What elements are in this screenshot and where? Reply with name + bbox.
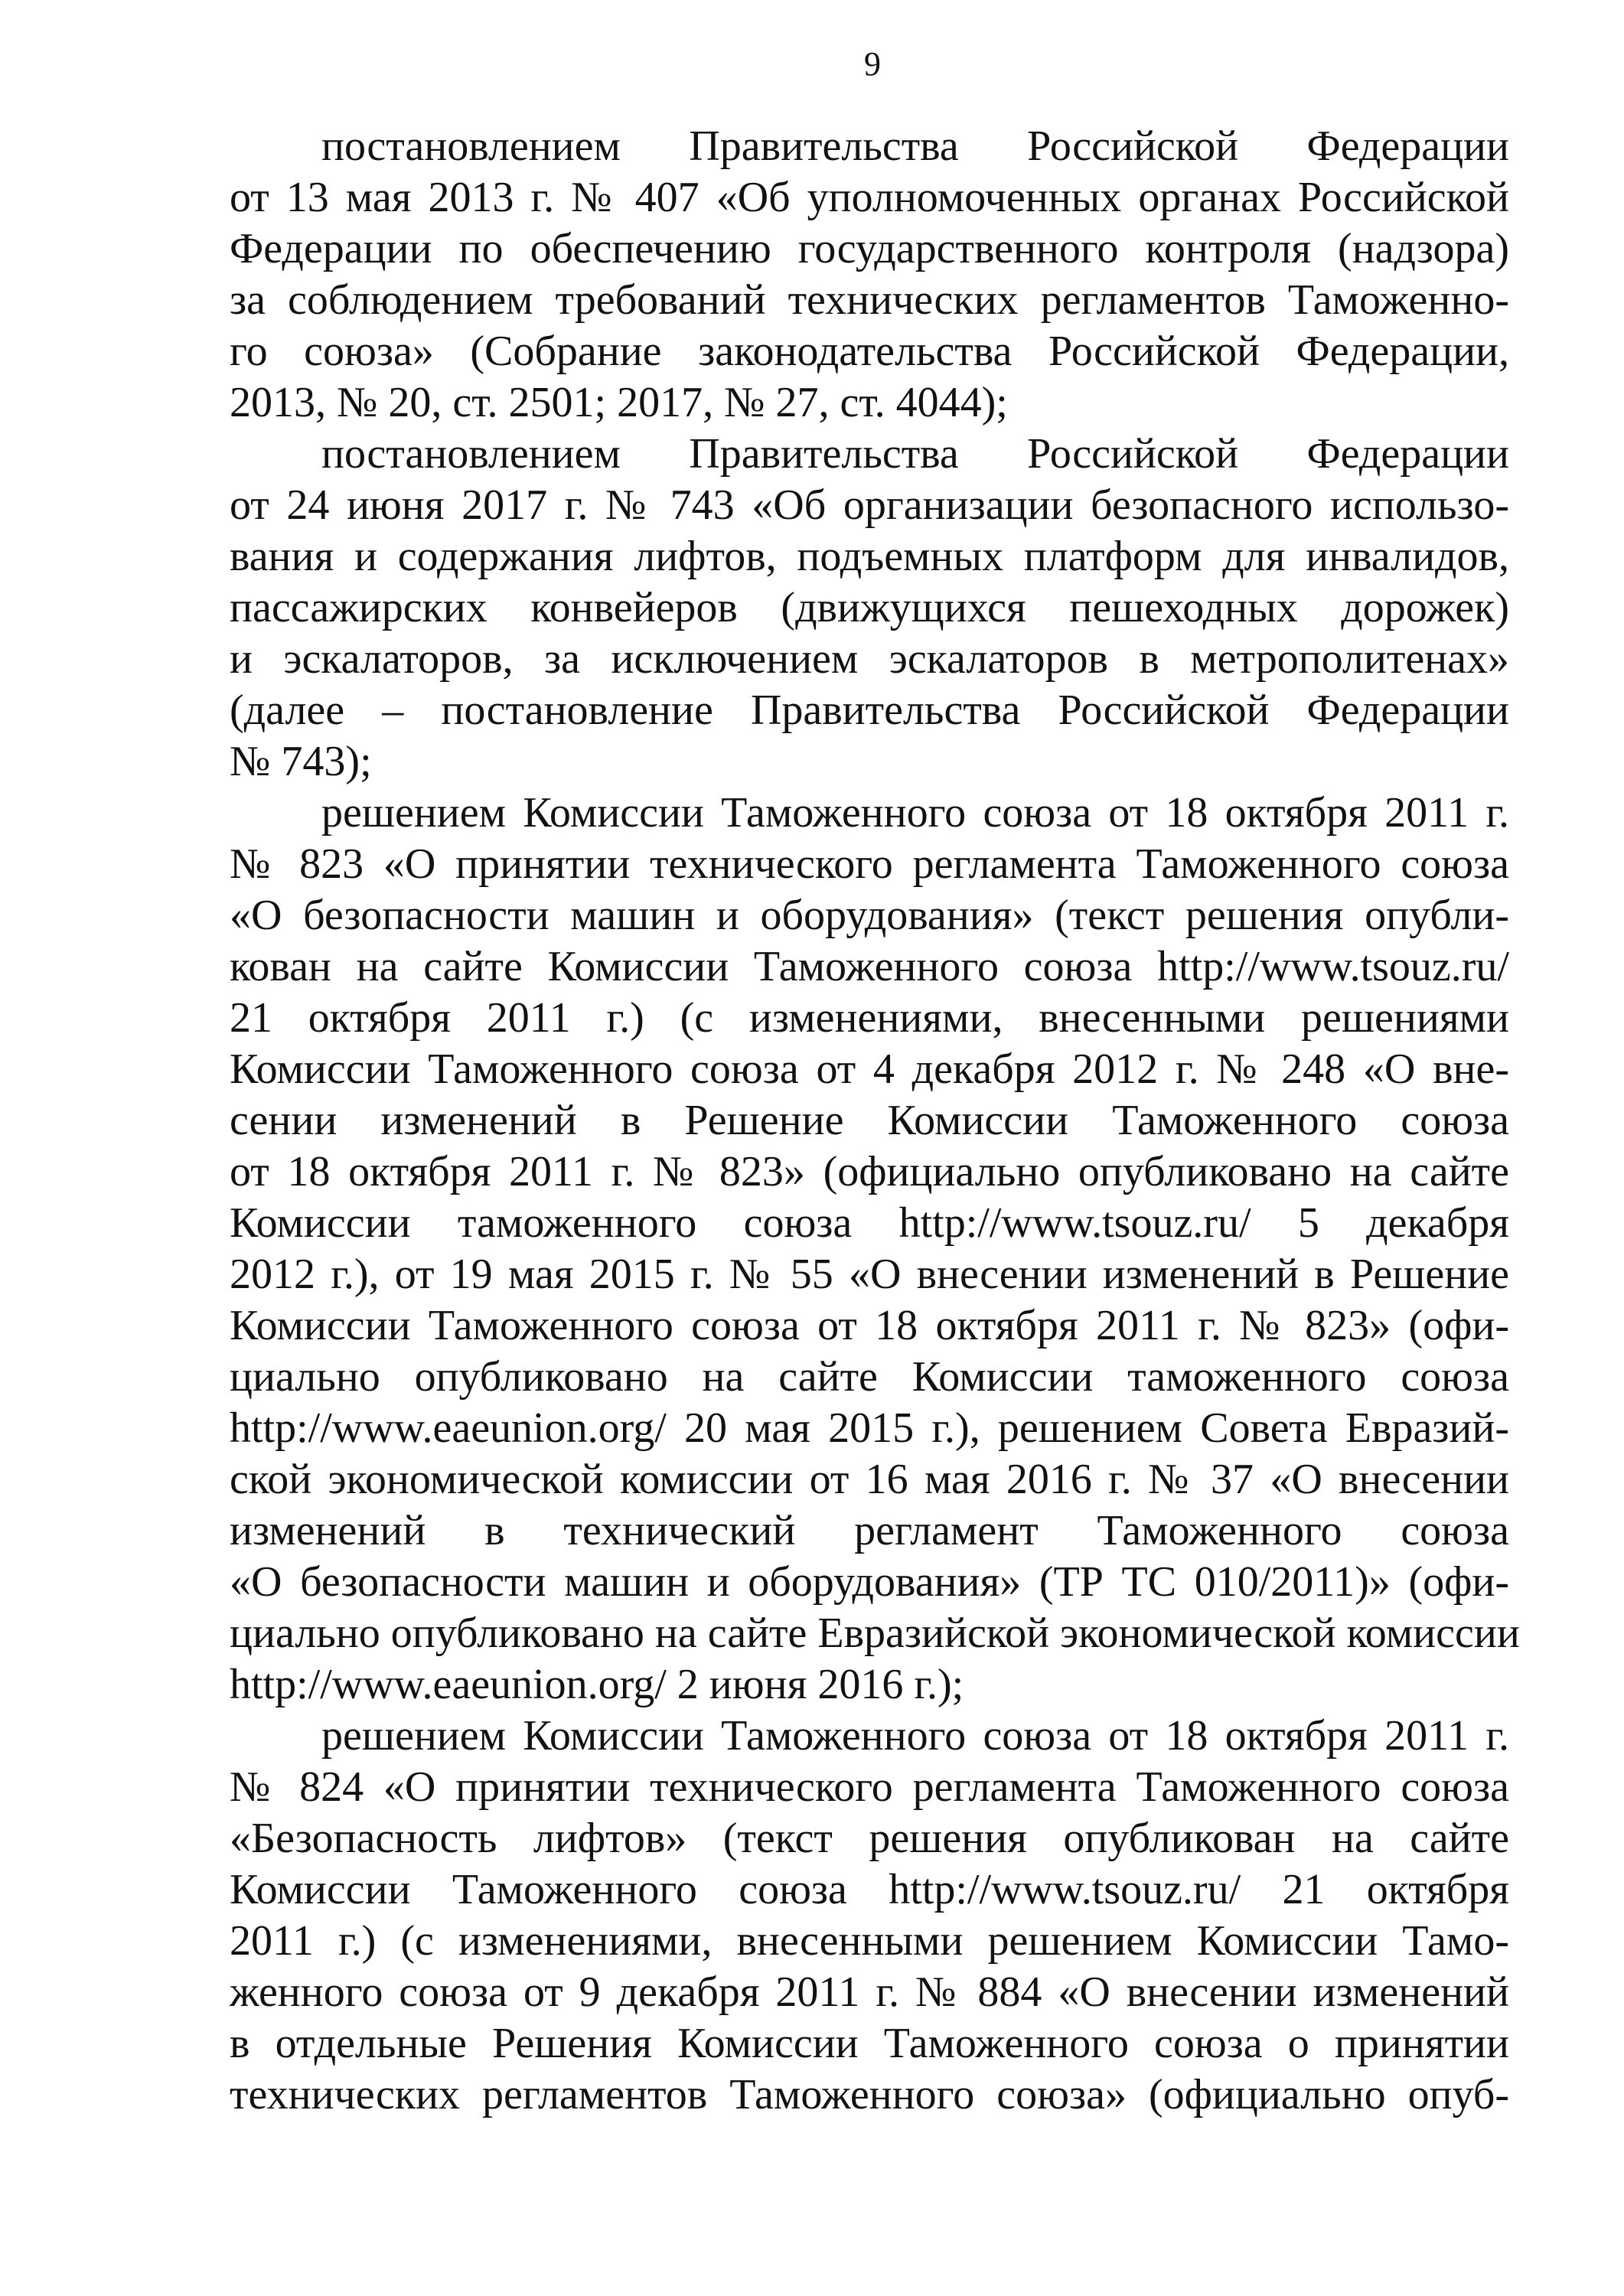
text-line: ской экономической комиссии от 16 мая 2016 г. № 37 «О внесении bbox=[230, 1456, 1509, 1503]
text-line: решением Комиссии Таможенного союза от 18 октября 2011 г. bbox=[321, 1712, 1509, 1760]
text-line: № 823 «О принятии технического регламента Таможенного союза bbox=[230, 840, 1509, 888]
text-line: http://www.eaeunion.org/ 2 июня 2016 г.); bbox=[230, 1661, 964, 1708]
paragraph-resolution-407 bbox=[230, 121, 1509, 429]
text-line: 21 октября 2011 г.) (с изменениями, внесенными решениями bbox=[230, 994, 1509, 1042]
text-line: постановлением Правительства Российской Федерации bbox=[321, 122, 1509, 170]
paragraph-resolution-743 bbox=[230, 429, 1509, 788]
text-line: «Безопасность лифтов» (текст решения опубликован на сайте bbox=[230, 1815, 1509, 1862]
text-line: № 743); bbox=[230, 738, 372, 785]
text-line: го союза» (Собрание законодательства Российской Федерации, bbox=[230, 328, 1509, 375]
text-line: http://www.eaeunion.org/ 20 мая 2015 г.), решением Совета Евразий- bbox=[230, 1404, 1509, 1452]
text-line: 2013, № 20, ст. 2501; 2017, № 27, ст. 4044); bbox=[230, 379, 1008, 426]
text-line: кован на сайте Комиссии Таможенного союза http://www.tsouz.ru/ bbox=[230, 943, 1509, 990]
text-line: «О безопасности машин и оборудования» (текст решения опубли- bbox=[230, 892, 1509, 939]
text-line: и эскалаторов, за исключением эскалаторов в метрополитенах» bbox=[230, 635, 1509, 683]
text-line: № 824 «О принятии технического регламента Таможенного союза bbox=[230, 1763, 1509, 1811]
text-line: постановлением Правительства Российской Федерации bbox=[321, 430, 1509, 478]
text-line: циально опубликовано на сайте Евразийской экономической комиссии bbox=[230, 1609, 1520, 1657]
text-line: изменений в технический регламент Таможенного союза bbox=[230, 1507, 1509, 1554]
text-line: от 18 октября 2011 г. № 823» (официально опубликовано на сайте bbox=[230, 1148, 1509, 1195]
text-line: от 13 мая 2013 г. № 407 «Об уполномоченных органах Российской bbox=[230, 174, 1509, 221]
text-line: сении изменений в Решение Комиссии Таможенного союза bbox=[230, 1097, 1509, 1144]
paragraph-decision-823 bbox=[230, 788, 1520, 1711]
text-line: 2012 г.), от 19 мая 2015 г. № 55 «О внесении изменений в Решение bbox=[230, 1251, 1509, 1298]
text-line: (далее – постановление Правительства Российской Федерации bbox=[230, 687, 1509, 734]
body-text bbox=[230, 121, 1520, 2121]
paragraph-decision-824 bbox=[230, 1711, 1509, 2121]
text-line: женного союза от 9 декабря 2011 г. № 884 «О внесении изменений bbox=[230, 1968, 1509, 2016]
text-line: от 24 июня 2017 г. № 743 «Об организации безопасного использо- bbox=[230, 481, 1509, 529]
text-line: Комиссии Таможенного союза http://www.tsouz.ru/ 21 октября bbox=[230, 1866, 1509, 1913]
text-line: Федерации по обеспечению государственного контроля (надзора) bbox=[230, 225, 1509, 272]
text-line: Комиссии Таможенного союза от 18 октября 2011 г. № 823» (офи- bbox=[230, 1302, 1509, 1349]
text-line: «О безопасности машин и оборудования» (ТР ТС 010/2011)» (офи- bbox=[230, 1558, 1509, 1606]
text-line: 2011 г.) (с изменениями, внесенными решением Комиссии Тамо- bbox=[230, 1917, 1509, 1965]
text-line: Комиссии таможенного союза http://www.tsouz.ru/ 5 декабря bbox=[230, 1199, 1509, 1247]
page-number: 9 bbox=[864, 45, 881, 83]
text-line: циально опубликовано на сайте Комиссии таможенного союза bbox=[230, 1353, 1509, 1401]
text-line: в отдельные Решения Комиссии Таможенного союза о принятии bbox=[230, 2020, 1509, 2067]
text-line: решением Комиссии Таможенного союза от 18 октября 2011 г. bbox=[321, 789, 1509, 837]
text-line: Комиссии Таможенного союза от 4 декабря 2012 г. № 248 «О вне- bbox=[230, 1045, 1509, 1093]
text-line: за соблюдением требований технических регламентов Таможенно- bbox=[230, 276, 1509, 324]
text-line: технических регламентов Таможенного союза» (официально опуб- bbox=[230, 2071, 1509, 2118]
text-line: вания и содержания лифтов, подъемных платформ для инвалидов, bbox=[230, 533, 1509, 580]
text-line: пассажирских конвейеров (движущихся пешеходных дорожек) bbox=[230, 584, 1509, 631]
